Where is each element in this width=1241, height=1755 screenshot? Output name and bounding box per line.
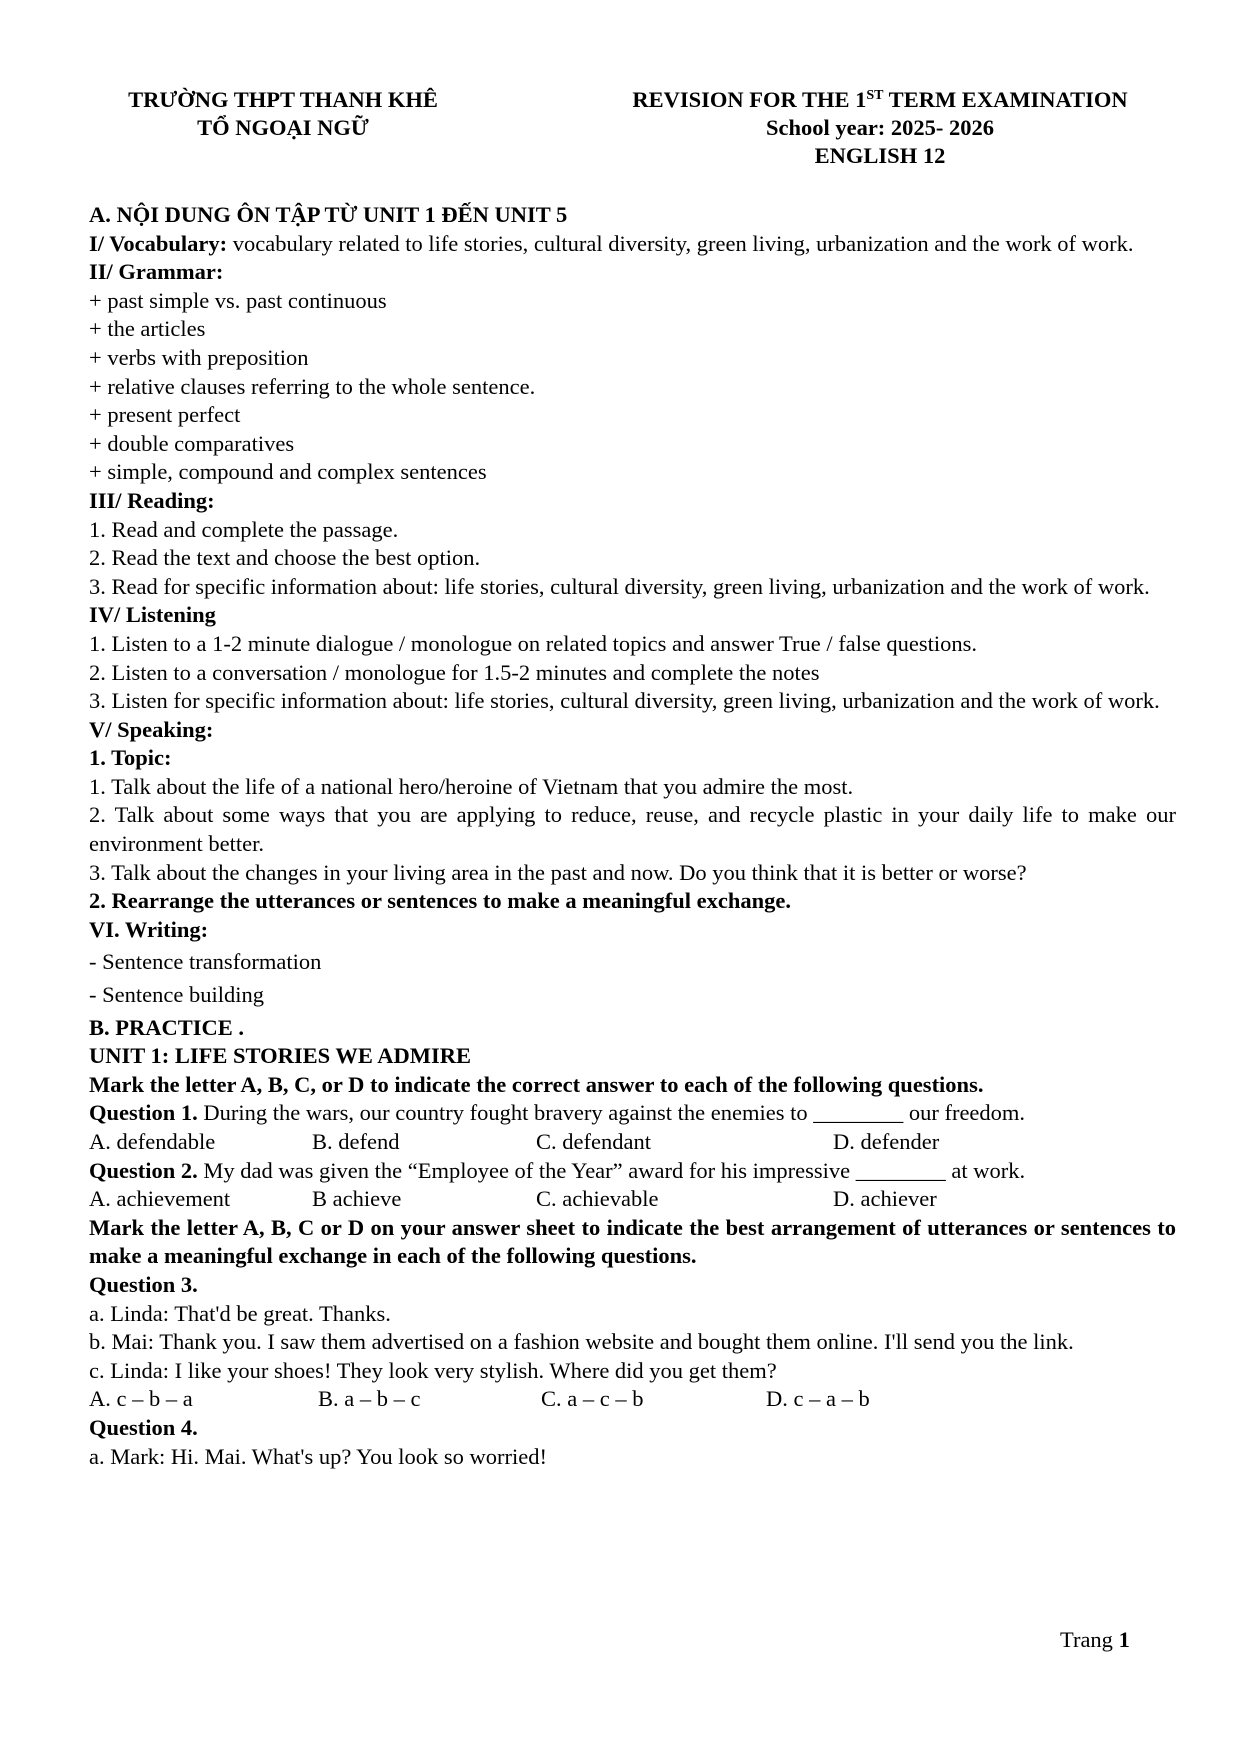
grammar-item: + simple, compound and complex sentences: [89, 459, 487, 485]
department-name: TỔ NGOẠI NGỮ: [197, 115, 369, 140]
answer-option: B. defend: [312, 1129, 400, 1154]
answer-option: C. achievable: [536, 1186, 659, 1212]
question-3-options: [89, 1385, 1176, 1414]
document-header: [0, 86, 1241, 176]
grammar-heading: II/ Grammar:: [89, 259, 224, 285]
question-4-label: Question 4.: [89, 1414, 198, 1440]
topic-heading: 1. Topic:: [89, 745, 172, 771]
answer-option: A. c – b – a: [89, 1386, 193, 1412]
unit-title: UNIT 1: LIFE STORIES WE ADMIRE: [89, 1043, 471, 1069]
vocabulary-item: I/ Vocabulary: vocabulary related to life stories, cultural diversity, green living, urbanization and the work of work.: [89, 230, 1134, 256]
topic-item: 3. Talk about the changes in your living area in the past and now. Do you think that it is better or worse?: [89, 859, 1027, 885]
instruction-text: Mark the letter A, B, C or D on your answer sheet to indicate the best arrangement of utterances or sentences to make a meaningful exchange in each of the following questions.: [89, 1214, 1176, 1269]
exchange-line: a. Linda: That'd be great. Thanks.: [89, 1300, 391, 1326]
speaking-heading: V/ Speaking:: [89, 716, 214, 742]
grammar-item: + past simple vs. past continuous: [89, 287, 387, 313]
exchange-line: c. Linda: I like your shoes! They look very stylish. Where did you get them?: [89, 1357, 777, 1383]
question-1: Question 1. During the wars, our country fought bravery against the enemies to ________ our freedom.: [89, 1100, 1026, 1126]
answer-option: D. c – a – b: [766, 1386, 870, 1412]
instruction-text: Mark the letter A, B, C, or D to indicate the correct answer to each of the following questions.: [89, 1071, 984, 1097]
answer-option: C. a – c – b: [541, 1386, 644, 1412]
rearrange-heading: 2. Rearrange the utterances or sentences to make a meaningful exchange.: [89, 888, 791, 914]
writing-heading: VI. Writing:: [89, 916, 209, 942]
exchange-line: a. Mark: Hi. Mai. What's up? You look so worried!: [89, 1443, 547, 1469]
page-footer: Trang 1: [1060, 1627, 1130, 1652]
answer-option: B achieve: [312, 1186, 402, 1212]
topic-item: 1. Talk about the life of a national hero/heroine of Vietnam that you admire the most.: [89, 773, 854, 799]
answer-option: A. defendable: [89, 1129, 216, 1154]
reading-item: 2. Read the text and choose the best option.: [89, 545, 481, 571]
reading-heading: III/ Reading:: [89, 487, 215, 513]
grammar-item: + present perfect: [89, 402, 241, 428]
answer-option: C. defendant: [536, 1129, 651, 1154]
question-2: Question 2. My dad was given the “Employee of the Year” award for his impressive ________ at work.: [89, 1157, 1026, 1183]
grammar-item: + double comparatives: [89, 430, 295, 456]
section-a-title: A. NỘI DUNG ÔN TẬP TỪ UNIT 1 ĐẾN UNIT 5: [89, 202, 568, 227]
writing-item: - Sentence transformation: [89, 949, 322, 975]
subject-grade: ENGLISH 12: [814, 143, 946, 168]
reading-item: 3. Read for specific information about: life stories, cultural diversity, green living, urbanization and the work of work.: [89, 573, 1150, 599]
listening-heading: IV/ Listening: [89, 602, 216, 628]
writing-item: - Sentence building: [89, 982, 264, 1008]
answer-option: D. achiever: [833, 1186, 937, 1212]
listening-item: 3. Listen for specific information about: life stories, cultural diversity, green living, urbanization and the work of work.: [89, 688, 1160, 714]
grammar-item: + the articles: [89, 316, 206, 342]
topic-item: 2. Talk about some ways that you are applying to reduce, reuse, and recycle plastic in your daily life to make our environment better.: [89, 802, 1176, 857]
document-body: [89, 201, 1176, 1471]
question-3-label: Question 3.: [89, 1271, 198, 1297]
school-name: TRƯỜNG THPT THANH KHÊ: [128, 87, 438, 112]
question-2-options: [89, 1185, 1176, 1214]
section-b-title: B. PRACTICE .: [89, 1014, 245, 1040]
answer-option: A. achievement: [89, 1186, 231, 1212]
answer-option: B. a – b – c: [318, 1386, 421, 1412]
exam-title: REVISION FOR THE 1ST TERM EXAMINATION: [632, 87, 1128, 112]
grammar-item: + relative clauses referring to the whole sentence.: [89, 373, 536, 399]
school-year: School year: 2025- 2026: [765, 115, 995, 140]
grammar-item: + verbs with preposition: [89, 344, 309, 370]
answer-option: D. defender: [833, 1129, 940, 1154]
exchange-line: b. Mai: Thank you. I saw them advertised on a fashion website and bought them online. I'll send you the link.: [89, 1329, 1074, 1355]
reading-item: 1. Read and complete the passage.: [89, 516, 399, 542]
listening-item: 1. Listen to a 1-2 minute dialogue / monologue on related topics and answer True / false questions.: [89, 630, 977, 656]
listening-item: 2. Listen to a conversation / monologue for 1.5-2 minutes and complete the notes: [89, 659, 820, 685]
question-1-options: [89, 1128, 1176, 1157]
